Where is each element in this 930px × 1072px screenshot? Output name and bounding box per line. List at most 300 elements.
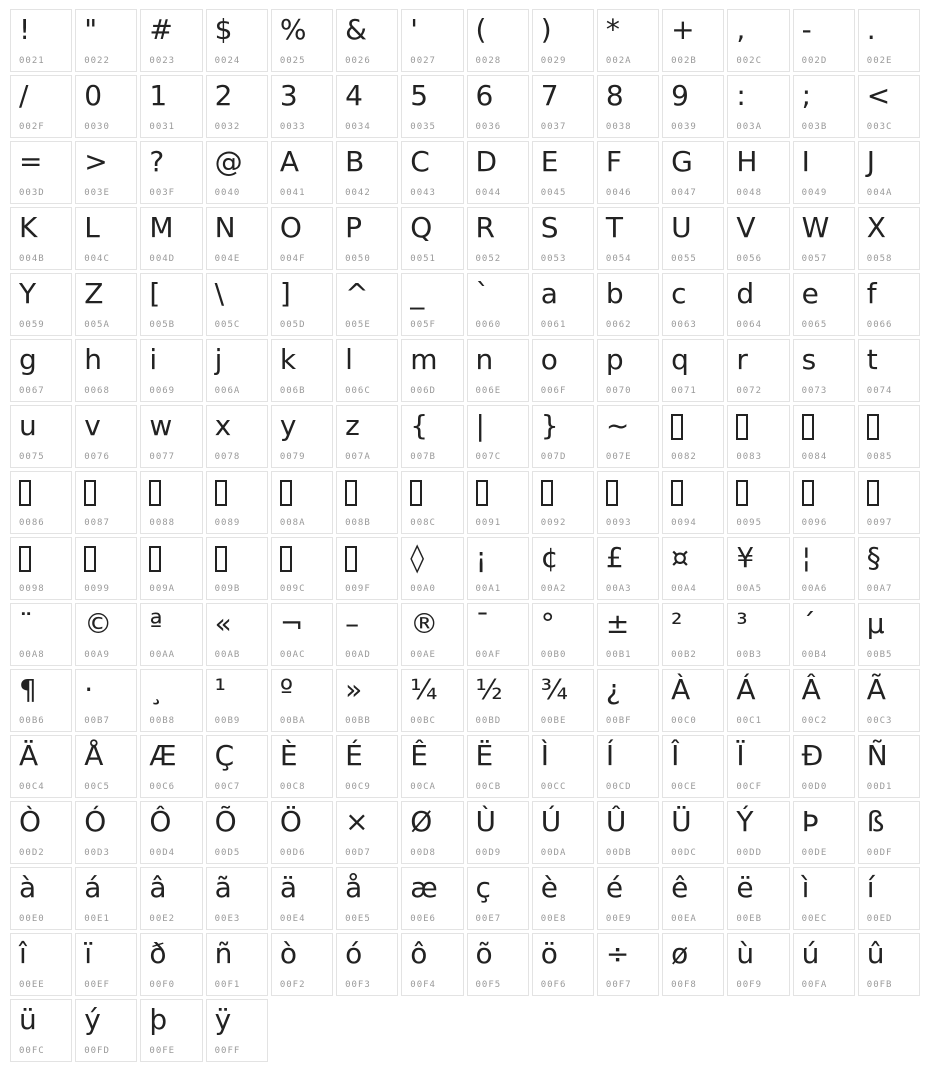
glyph-cell (401, 9, 463, 72)
glyph-cell (10, 801, 72, 864)
glyph-cell (206, 933, 268, 996)
glyph-unicode-code: 003F (149, 188, 176, 198)
glyph-cell (206, 471, 268, 534)
glyph-unicode-code: 0095 (736, 518, 763, 528)
glyph-cell (140, 75, 202, 138)
glyph-character: Ñ (866, 739, 888, 772)
glyph-unicode-code: 00E4 (279, 914, 306, 924)
glyph-character: ¨ (19, 607, 33, 640)
glyph-cell (662, 207, 724, 270)
glyph-cell (75, 537, 137, 600)
glyph-character: ³ (736, 607, 748, 640)
glyph-cell (532, 207, 594, 270)
glyph-unicode-code: 002C (736, 56, 763, 66)
glyph-cell (75, 471, 137, 534)
glyph-unicode-code: 00B3 (736, 650, 763, 660)
glyph-character: ß (866, 805, 885, 838)
glyph-cell (10, 735, 72, 798)
glyph-unicode-code: 0025 (279, 56, 306, 66)
glyph-character: } (540, 409, 559, 442)
glyph-cell (75, 933, 137, 996)
glyph-unicode-code: 0062 (605, 320, 632, 330)
glyph-unicode-code: 00AD (345, 650, 371, 660)
glyph-cell (858, 735, 920, 798)
glyph-unicode-code: 00FF (214, 1046, 241, 1056)
glyph-unicode-code: 003A (736, 122, 763, 132)
glyph-unicode-code: 0099 (84, 584, 110, 594)
glyph-unicode-code: 005A (84, 320, 110, 330)
missing-glyph-box-icon (345, 546, 357, 572)
glyph-unicode-code: 0051 (410, 254, 436, 264)
glyph-unicode-code: 00D5 (214, 848, 241, 858)
glyph-character: { (410, 409, 429, 442)
glyph-cell (858, 867, 920, 930)
glyph-cell (75, 405, 137, 468)
glyph-character: ý (84, 1003, 101, 1036)
glyph-cell (532, 603, 594, 666)
glyph-cell (597, 867, 659, 930)
glyph-cell (532, 801, 594, 864)
glyph-unicode-code: 00A7 (866, 584, 893, 594)
glyph-character: Ç (214, 739, 235, 772)
glyph-character: | (475, 409, 485, 442)
glyph-unicode-code: 0048 (736, 188, 763, 198)
glyph-cell (793, 669, 855, 732)
glyph-cell (75, 9, 137, 72)
glyph-cell (727, 933, 789, 996)
glyph-character: ª (149, 607, 163, 640)
glyph-cell (401, 603, 463, 666)
glyph-unicode-code: 0071 (671, 386, 697, 396)
glyph-character: $ (214, 13, 233, 46)
glyph-cell (858, 471, 920, 534)
glyph-unicode-code: 00C6 (149, 782, 176, 792)
glyph-unicode-code: 002F (19, 122, 45, 132)
glyph-unicode-code: 0049 (801, 188, 828, 198)
glyph-character: T (605, 211, 624, 244)
glyph-unicode-code: 00A9 (84, 650, 110, 660)
glyph-unicode-code: 00D6 (279, 848, 306, 858)
glyph-cell (597, 9, 659, 72)
glyph-unicode-code: 004A (866, 188, 893, 198)
glyph-cell (75, 867, 137, 930)
glyph-character: ¸ (149, 673, 164, 706)
glyph-cell (662, 867, 724, 930)
glyph-cell (206, 669, 268, 732)
glyph-unicode-code: 0041 (279, 188, 306, 198)
glyph-character: 4 (345, 79, 363, 112)
glyph-cell (727, 669, 789, 732)
missing-glyph-box-icon (149, 546, 161, 572)
glyph-cell (140, 405, 202, 468)
glyph-cell (467, 933, 529, 996)
glyph-unicode-code: 007E (605, 452, 632, 462)
glyph-unicode-code: 00F9 (736, 980, 763, 990)
glyph-unicode-code: 0094 (671, 518, 697, 528)
glyph-cell (271, 9, 333, 72)
glyph-cell (336, 405, 398, 468)
glyph-character: ð (149, 937, 167, 970)
glyph-character: > (84, 145, 108, 178)
glyph-cell (271, 207, 333, 270)
glyph-unicode-code: 00C3 (866, 716, 893, 726)
glyph-unicode-code: 00A0 (410, 584, 436, 594)
glyph-cell (140, 537, 202, 600)
glyph-unicode-code: 0088 (149, 518, 176, 528)
glyph-cell (75, 207, 137, 270)
glyph-character: « (214, 607, 232, 640)
glyph-character: b (605, 277, 624, 310)
glyph-cell (206, 75, 268, 138)
glyph-cell (727, 801, 789, 864)
glyph-unicode-code: 003B (801, 122, 828, 132)
glyph-cell (532, 339, 594, 402)
glyph-unicode-code: 0045 (540, 188, 567, 198)
glyph-cell (206, 9, 268, 72)
glyph-unicode-code: 00B5 (866, 650, 893, 660)
glyph-character: » (345, 673, 363, 706)
glyph-character: è (540, 871, 558, 904)
glyph-cell (467, 867, 529, 930)
glyph-character: m (410, 343, 438, 376)
glyph-unicode-code: 0043 (410, 188, 436, 198)
glyph-character: ² (671, 607, 683, 640)
glyph-character: . (866, 13, 876, 46)
glyph-unicode-code: 0078 (214, 452, 241, 462)
glyph-unicode-code: 009B (214, 584, 241, 594)
glyph-unicode-code: 00F3 (345, 980, 371, 990)
glyph-unicode-code: 006B (279, 386, 306, 396)
glyph-character: ! (19, 13, 31, 46)
glyph-unicode-code: 0032 (214, 122, 241, 132)
glyph-cell (271, 735, 333, 798)
glyph-unicode-code: 00A1 (475, 584, 502, 594)
glyph-cell (662, 933, 724, 996)
glyph-cell (401, 801, 463, 864)
glyph-character: 3 (279, 79, 298, 112)
glyph-cell (10, 273, 72, 336)
glyph-character: p (605, 343, 624, 376)
missing-glyph-box-icon (606, 480, 618, 506)
glyph-unicode-code: 004F (279, 254, 306, 264)
glyph-character: É (345, 739, 363, 772)
glyph-character: ÿ (214, 1003, 232, 1036)
glyph-unicode-code: 00BB (345, 716, 371, 726)
missing-glyph-box-icon (802, 414, 814, 440)
glyph-unicode-code: 00D4 (149, 848, 176, 858)
glyph-unicode-code: 0039 (671, 122, 697, 132)
glyph-unicode-code: 00B4 (801, 650, 828, 660)
glyph-character: H (736, 145, 758, 178)
glyph-unicode-code: 002D (801, 56, 828, 66)
glyph-unicode-code: 0038 (605, 122, 632, 132)
glyph-unicode-code: 007A (345, 452, 371, 462)
glyph-character: ÷ (605, 937, 630, 970)
glyph-character: ~ (605, 409, 630, 442)
glyph-cell (271, 603, 333, 666)
glyph-cell (140, 207, 202, 270)
glyph-character: ¯ (475, 607, 490, 640)
glyph-cell (793, 603, 855, 666)
glyph-cell (336, 933, 398, 996)
glyph-unicode-code: 00CB (475, 782, 502, 792)
glyph-unicode-code: 0079 (279, 452, 306, 462)
glyph-cell (206, 801, 268, 864)
glyph-cell (727, 9, 789, 72)
glyph-unicode-code: 00A3 (605, 584, 632, 594)
glyph-cell (206, 735, 268, 798)
glyph-character: Ì (540, 739, 549, 772)
glyph-unicode-code: 005D (279, 320, 306, 330)
glyph-unicode-code: 00C2 (801, 716, 828, 726)
glyph-unicode-code: 0023 (149, 56, 176, 66)
glyph-cell (532, 933, 594, 996)
glyph-unicode-code: 00C5 (84, 782, 110, 792)
glyph-character: , (736, 13, 746, 46)
glyph-unicode-code: 00FA (801, 980, 828, 990)
glyph-unicode-code: 00A8 (19, 650, 45, 660)
glyph-character: % (279, 13, 307, 46)
glyph-cell (401, 537, 463, 600)
glyph-cell (727, 735, 789, 798)
glyph-cell (793, 141, 855, 204)
glyph-cell (858, 405, 920, 468)
glyph-character: c (671, 277, 687, 310)
glyph-character: ? (149, 145, 165, 178)
glyph-unicode-code: 00F2 (279, 980, 306, 990)
glyph-cell (10, 669, 72, 732)
glyph-cell (793, 735, 855, 798)
glyph-unicode-code: 0098 (19, 584, 45, 594)
glyph-cell (401, 207, 463, 270)
glyph-character: £ (605, 541, 624, 574)
glyph-cell (858, 207, 920, 270)
glyph-unicode-code: 00B9 (214, 716, 241, 726)
glyph-cell (858, 339, 920, 402)
glyph-character: 1 (149, 79, 168, 112)
glyph-cell (271, 405, 333, 468)
glyph-cell (532, 471, 594, 534)
glyph-cell (401, 273, 463, 336)
glyph-cell (467, 669, 529, 732)
glyph-character: × (345, 805, 369, 838)
glyph-unicode-code: 0063 (671, 320, 697, 330)
glyph-character: " (84, 13, 98, 46)
glyph-cell (140, 471, 202, 534)
glyph-cell (206, 405, 268, 468)
glyph-character: a (540, 277, 558, 310)
glyph-unicode-code: 0097 (866, 518, 893, 528)
glyph-unicode-code: 006A (214, 386, 241, 396)
glyph-character: ^ (345, 277, 369, 310)
glyph-cell (662, 537, 724, 600)
glyph-cell (532, 537, 594, 600)
glyph-character: 6 (475, 79, 494, 112)
glyph-character: y (279, 409, 297, 442)
glyph-unicode-code: 0055 (671, 254, 697, 264)
glyph-cell (597, 603, 659, 666)
glyph-character: ¥ (736, 541, 755, 574)
glyph-character: û (866, 937, 885, 970)
glyph-character: Á (736, 673, 756, 706)
glyph-unicode-code: 0040 (214, 188, 241, 198)
glyph-character: o (540, 343, 558, 376)
glyph-character: D (475, 145, 498, 178)
glyph-unicode-code: 00D7 (345, 848, 371, 858)
glyph-character: t (866, 343, 878, 376)
glyph-cell (336, 603, 398, 666)
glyph-unicode-code: 003C (866, 122, 893, 132)
glyph-character: ¢ (540, 541, 559, 574)
glyph-unicode-code: 00B6 (19, 716, 45, 726)
glyph-cell (10, 141, 72, 204)
glyph-unicode-code: 004B (19, 254, 45, 264)
glyph-character: ¡ (475, 541, 487, 574)
glyph-cell (662, 471, 724, 534)
glyph-character: 9 (671, 79, 689, 112)
glyph-cell (271, 537, 333, 600)
glyph-character: R (475, 211, 495, 244)
glyph-unicode-code: 00AB (214, 650, 241, 660)
glyph-unicode-code: 0035 (410, 122, 436, 132)
glyph-cell (858, 801, 920, 864)
glyph-unicode-code: 00DD (736, 848, 763, 858)
glyph-cell (10, 933, 72, 996)
glyph-cell (271, 471, 333, 534)
glyph-cell (401, 669, 463, 732)
glyph-character: ( (475, 13, 487, 46)
missing-glyph-box-icon (476, 480, 488, 506)
glyph-character: ¶ (19, 673, 37, 706)
glyph-unicode-code: 00CE (671, 782, 697, 792)
glyph-character: 8 (605, 79, 624, 112)
glyph-cell (10, 9, 72, 72)
glyph-character: J (866, 145, 876, 178)
glyph-character: S (540, 211, 559, 244)
glyph-cell (271, 801, 333, 864)
glyph-unicode-code: 0076 (84, 452, 110, 462)
glyph-unicode-code: 00D9 (475, 848, 502, 858)
glyph-cell (10, 405, 72, 468)
glyph-unicode-code: 00DA (540, 848, 567, 858)
glyph-cell (336, 273, 398, 336)
glyph-unicode-code: 0093 (605, 518, 632, 528)
glyph-character: ì (801, 871, 810, 904)
glyph-cell (401, 405, 463, 468)
glyph-cell (10, 999, 72, 1062)
glyph-character: æ (410, 871, 438, 904)
glyph-unicode-code: 00F4 (410, 980, 436, 990)
glyph-unicode-code: 0053 (540, 254, 567, 264)
glyph-unicode-code: 00EF (84, 980, 110, 990)
glyph-cell (597, 933, 659, 996)
glyph-character: : (736, 79, 746, 112)
glyph-character: f (866, 277, 877, 310)
glyph-unicode-code: 00EE (19, 980, 45, 990)
glyph-unicode-code: 00C9 (345, 782, 371, 792)
glyph-unicode-code: 002B (671, 56, 697, 66)
glyph-unicode-code: 0022 (84, 56, 110, 66)
glyph-unicode-code: 0028 (475, 56, 502, 66)
glyph-unicode-code: 006C (345, 386, 371, 396)
glyph-character: Í (605, 739, 615, 772)
glyph-cell (793, 75, 855, 138)
glyph-unicode-code: 003D (19, 188, 45, 198)
glyph-cell (727, 537, 789, 600)
glyph-cell (10, 207, 72, 270)
glyph-unicode-code: 0083 (736, 452, 763, 462)
glyph-cell (597, 273, 659, 336)
glyph-cell (336, 9, 398, 72)
glyph-cell (75, 669, 137, 732)
glyph-unicode-code: 0073 (801, 386, 828, 396)
glyph-unicode-code: 0082 (671, 452, 697, 462)
glyph-unicode-code: 00F5 (475, 980, 502, 990)
glyph-cell (858, 669, 920, 732)
glyph-cell (336, 207, 398, 270)
glyph-character: r (736, 343, 748, 376)
glyph-character: Ó (84, 805, 107, 838)
glyph-cell (140, 933, 202, 996)
glyph-character: ú (801, 937, 820, 970)
glyph-cell (140, 273, 202, 336)
glyph-character: _ (410, 277, 425, 310)
glyph-character: 7 (540, 79, 559, 112)
glyph-cell (727, 405, 789, 468)
glyph-unicode-code: 00DC (671, 848, 697, 858)
glyph-unicode-code: 00B1 (605, 650, 632, 660)
glyph-cell (10, 603, 72, 666)
glyph-cell (75, 75, 137, 138)
glyph-cell (10, 75, 72, 138)
glyph-cell (662, 735, 724, 798)
glyph-cell (401, 867, 463, 930)
glyph-cell (401, 75, 463, 138)
glyph-unicode-code: 00C7 (214, 782, 241, 792)
glyph-unicode-code: 00B8 (149, 716, 176, 726)
glyph-cell (75, 273, 137, 336)
glyph-unicode-code: 0036 (475, 122, 502, 132)
glyph-character: ä (279, 871, 298, 904)
glyph-character: l (345, 343, 353, 376)
glyph-cell (271, 141, 333, 204)
glyph-character: ± (605, 607, 630, 640)
glyph-character: W (801, 211, 830, 244)
glyph-unicode-code: 00E6 (410, 914, 436, 924)
glyph-character: ç (475, 871, 491, 904)
glyph-character: ¬ (279, 607, 304, 640)
glyph-cell (10, 471, 72, 534)
glyph-character: O (279, 211, 302, 244)
glyph-cell (597, 75, 659, 138)
glyph-character: Ö (279, 805, 302, 838)
glyph-cell (662, 9, 724, 72)
glyph-cell (532, 273, 594, 336)
glyph-unicode-code: 007B (410, 452, 436, 462)
glyph-unicode-code: 005E (345, 320, 371, 330)
glyph-cell (597, 339, 659, 402)
glyph-unicode-code: 00B7 (84, 716, 110, 726)
glyph-character: ê (671, 871, 689, 904)
glyph-character: ù (736, 937, 755, 970)
glyph-character: ¤ (671, 541, 689, 574)
glyph-character: ` (475, 277, 490, 310)
glyph-unicode-code: 00D1 (866, 782, 893, 792)
glyph-cell (597, 669, 659, 732)
glyph-cell (336, 339, 398, 402)
glyph-cell (858, 603, 920, 666)
glyph-character: q (671, 343, 689, 376)
